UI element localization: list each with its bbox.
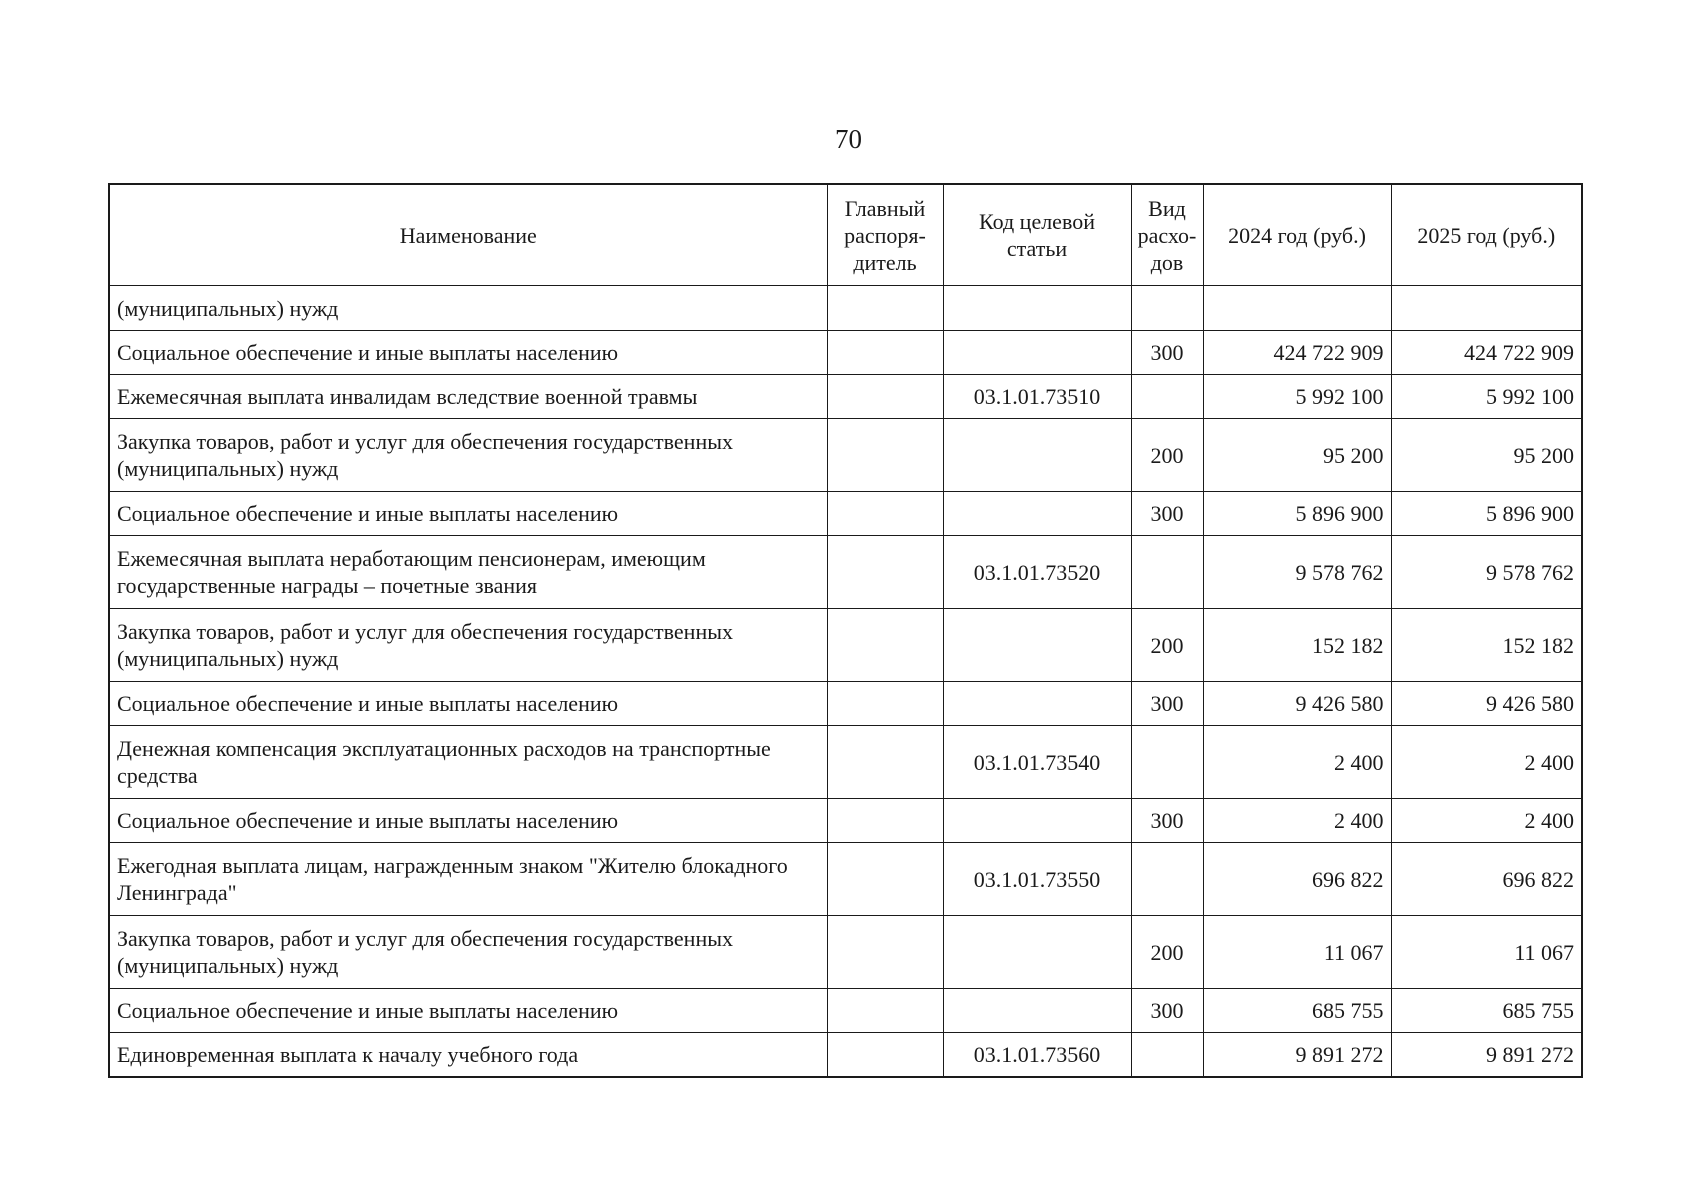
cell-amount-2025: 11 067 (1391, 916, 1582, 989)
cell-amount-2025: 696 822 (1391, 843, 1582, 916)
cell-name: Ежегодная выплата лицам, награжденным знаком "Жителю блокадного Ленинграда" (109, 843, 827, 916)
cell-expense-type: 200 (1131, 916, 1203, 989)
cell-expense-type (1131, 286, 1203, 331)
cell-name: Социальное обеспечение и иные выплаты населению (109, 799, 827, 843)
cell-amount-2024: 9 426 580 (1203, 682, 1391, 726)
cell-name: Единовременная выплата к началу учебного года (109, 1033, 827, 1078)
cell-expense-type (1131, 536, 1203, 609)
cell-amount-2024: 696 822 (1203, 843, 1391, 916)
cell-target-code (943, 989, 1131, 1033)
cell-amount-2024: 9 578 762 (1203, 536, 1391, 609)
cell-main-manager (827, 989, 943, 1033)
cell-amount-2024: 11 067 (1203, 916, 1391, 989)
header-target-code: Код целевой статьи (943, 184, 1131, 286)
cell-target-code (943, 609, 1131, 682)
header-name: Наименование (109, 184, 827, 286)
cell-expense-type (1131, 843, 1203, 916)
cell-amount-2024: 2 400 (1203, 799, 1391, 843)
header-main-manager: Главный распоря-дитель (827, 184, 943, 286)
page-number: 70 (835, 124, 862, 154)
cell-target-code (943, 331, 1131, 375)
cell-amount-2024: 5 896 900 (1203, 492, 1391, 536)
cell-name: Денежная компенсация эксплуатационных расходов на транспортные средства (109, 726, 827, 799)
cell-name: Социальное обеспечение и иные выплаты населению (109, 989, 827, 1033)
table-row (109, 726, 1582, 799)
header-year-2024: 2024 год (руб.) (1203, 184, 1391, 286)
table-row (109, 331, 1582, 375)
cell-expense-type: 300 (1131, 989, 1203, 1033)
cell-amount-2025: 95 200 (1391, 419, 1582, 492)
cell-name: Закупка товаров, работ и услуг для обеспечения государственных (муниципальных) нужд (109, 419, 827, 492)
cell-name: Социальное обеспечение и иные выплаты населению (109, 682, 827, 726)
cell-target-code: 03.1.01.73560 (943, 1033, 1131, 1078)
table-row (109, 682, 1582, 726)
cell-amount-2025: 9 426 580 (1391, 682, 1582, 726)
cell-amount-2025: 5 992 100 (1391, 375, 1582, 419)
cell-amount-2025: 2 400 (1391, 799, 1582, 843)
table-row (109, 989, 1582, 1033)
cell-expense-type: 300 (1131, 682, 1203, 726)
cell-expense-type: 200 (1131, 609, 1203, 682)
cell-main-manager (827, 609, 943, 682)
cell-amount-2024: 424 722 909 (1203, 331, 1391, 375)
cell-expense-type: 200 (1131, 419, 1203, 492)
table-row (109, 609, 1582, 682)
cell-main-manager (827, 799, 943, 843)
table-row (109, 916, 1582, 989)
cell-main-manager (827, 916, 943, 989)
table-header-row (109, 184, 1582, 286)
cell-main-manager (827, 1033, 943, 1078)
cell-expense-type (1131, 726, 1203, 799)
cell-amount-2025: 9 891 272 (1391, 1033, 1582, 1078)
cell-amount-2024: 95 200 (1203, 419, 1391, 492)
cell-expense-type: 300 (1131, 799, 1203, 843)
cell-amount-2025 (1391, 286, 1582, 331)
cell-amount-2025: 9 578 762 (1391, 536, 1582, 609)
cell-name: Ежемесячная выплата неработающим пенсионерам, имеющим государственные награды – почетные звания (109, 536, 827, 609)
cell-main-manager (827, 331, 943, 375)
table-body (109, 286, 1582, 1078)
table-row (109, 799, 1582, 843)
cell-expense-type: 300 (1131, 492, 1203, 536)
cell-target-code: 03.1.01.73510 (943, 375, 1131, 419)
table-row (109, 375, 1582, 419)
cell-expense-type: 300 (1131, 331, 1203, 375)
cell-amount-2025: 5 896 900 (1391, 492, 1582, 536)
cell-main-manager (827, 682, 943, 726)
cell-main-manager (827, 419, 943, 492)
cell-expense-type (1131, 375, 1203, 419)
cell-target-code: 03.1.01.73550 (943, 843, 1131, 916)
table-row (109, 536, 1582, 609)
cell-main-manager (827, 286, 943, 331)
cell-amount-2025: 152 182 (1391, 609, 1582, 682)
cell-target-code: 03.1.01.73540 (943, 726, 1131, 799)
cell-name: Ежемесячная выплата инвалидам вследствие военной травмы (109, 375, 827, 419)
cell-target-code (943, 286, 1131, 331)
budget-table (108, 183, 1583, 1078)
cell-main-manager (827, 536, 943, 609)
header-year-2025: 2025 год (руб.) (1391, 184, 1582, 286)
cell-main-manager (827, 375, 943, 419)
cell-name: Закупка товаров, работ и услуг для обеспечения государственных (муниципальных) нужд (109, 916, 827, 989)
table-row (109, 492, 1582, 536)
cell-target-code (943, 492, 1131, 536)
header-expense-type: Вид расхо-дов (1131, 184, 1203, 286)
cell-amount-2025: 424 722 909 (1391, 331, 1582, 375)
cell-name: (муниципальных) нужд (109, 286, 827, 331)
cell-target-code (943, 799, 1131, 843)
cell-name: Социальное обеспечение и иные выплаты населению (109, 331, 827, 375)
cell-amount-2024: 5 992 100 (1203, 375, 1391, 419)
cell-amount-2025: 2 400 (1391, 726, 1582, 799)
cell-amount-2024: 685 755 (1203, 989, 1391, 1033)
cell-amount-2024: 2 400 (1203, 726, 1391, 799)
table-row (109, 843, 1582, 916)
table-row (109, 1033, 1582, 1078)
cell-main-manager (827, 492, 943, 536)
cell-name: Закупка товаров, работ и услуг для обеспечения государственных (муниципальных) нужд (109, 609, 827, 682)
cell-main-manager (827, 843, 943, 916)
cell-target-code (943, 916, 1131, 989)
cell-main-manager (827, 726, 943, 799)
cell-target-code: 03.1.01.73520 (943, 536, 1131, 609)
cell-amount-2024 (1203, 286, 1391, 331)
cell-amount-2025: 685 755 (1391, 989, 1582, 1033)
cell-amount-2024: 9 891 272 (1203, 1033, 1391, 1078)
cell-target-code (943, 419, 1131, 492)
table-row (109, 286, 1582, 331)
cell-amount-2024: 152 182 (1203, 609, 1391, 682)
table-row (109, 419, 1582, 492)
cell-name: Социальное обеспечение и иные выплаты населению (109, 492, 827, 536)
cell-expense-type (1131, 1033, 1203, 1078)
cell-target-code (943, 682, 1131, 726)
